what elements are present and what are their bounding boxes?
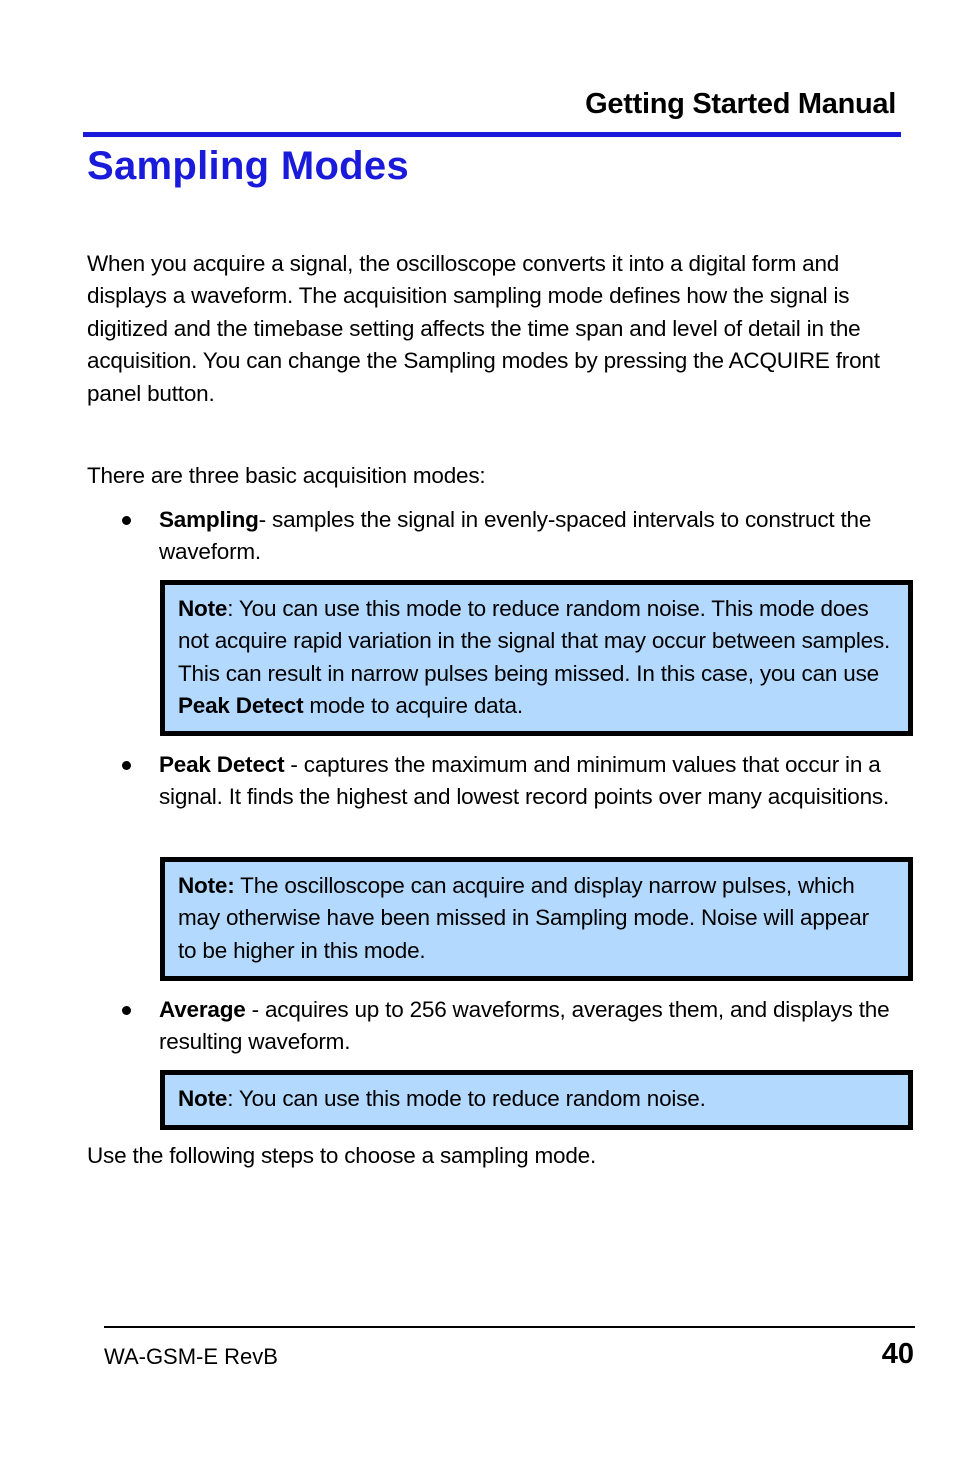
steps-intro: Use the following steps to choose a sampling mode. [87, 1143, 597, 1168]
note-box-sampling [160, 580, 913, 736]
list-item-sampling [159, 504, 899, 569]
footer-rule [104, 1326, 915, 1328]
mode-name: Average [159, 997, 246, 1022]
note-emphasis: Peak Detect [178, 693, 304, 719]
note-text: The oscilloscope can acquire and display narrow pulses, which may otherwise have been missed in Sampling mode. Noise will appear to be higher in this mode. [178, 873, 869, 963]
note-label: Note [178, 596, 228, 621]
bullet-icon [122, 761, 131, 770]
note-text: : You can use this mode to reduce random noise. This mode does not acquire rapid variation in the signal that may occur between samples. This can result in narrow pulses being missed. In this case, you can use [178, 596, 891, 686]
note-text: : You can use this mode to reduce random noise. [227, 1086, 706, 1111]
note-box-average [160, 1070, 913, 1130]
mode-description: - captures the maximum and minimum values that occur in a signal. It finds the highest and lowest record points over many acquisitions. [159, 752, 890, 810]
note-text: mode to acquire data. [303, 693, 523, 719]
page-title: Sampling Modes [87, 144, 410, 188]
header-rule [83, 132, 901, 137]
bullet-icon [122, 1006, 131, 1015]
mode-description: - samples the signal in evenly-spaced intervals to construct the waveform. [159, 507, 872, 565]
list-item-average [159, 994, 899, 1059]
manual-title: Getting Started Manual [585, 88, 896, 120]
intro-paragraph: When you acquire a signal, the oscilloscope converts it into a digital form and displays a waveform. The acquisition sampling mode defines how the signal is digitized and the timebase setting affects the time span and level of detail in the acquisition. You can change the Sampling modes by pressing the ACQUIRE front panel button. [87, 251, 880, 406]
list-item-peak-detect [159, 749, 899, 814]
doc-id: WA-GSM-E RevB [104, 1344, 278, 1369]
note-label: Note: [178, 873, 235, 898]
mode-name: Peak Detect [159, 752, 285, 777]
note-label: Note [178, 1086, 228, 1111]
mode-description: - acquires up to 256 waveforms, averages them, and displays the resulting waveform. [159, 997, 890, 1055]
page-number: 40 [881, 1338, 914, 1370]
modes-intro: There are three basic acquisition modes: [87, 463, 486, 488]
mode-name: Sampling [159, 507, 259, 532]
note-box-peak-detect [160, 857, 913, 981]
bullet-icon [122, 516, 131, 525]
